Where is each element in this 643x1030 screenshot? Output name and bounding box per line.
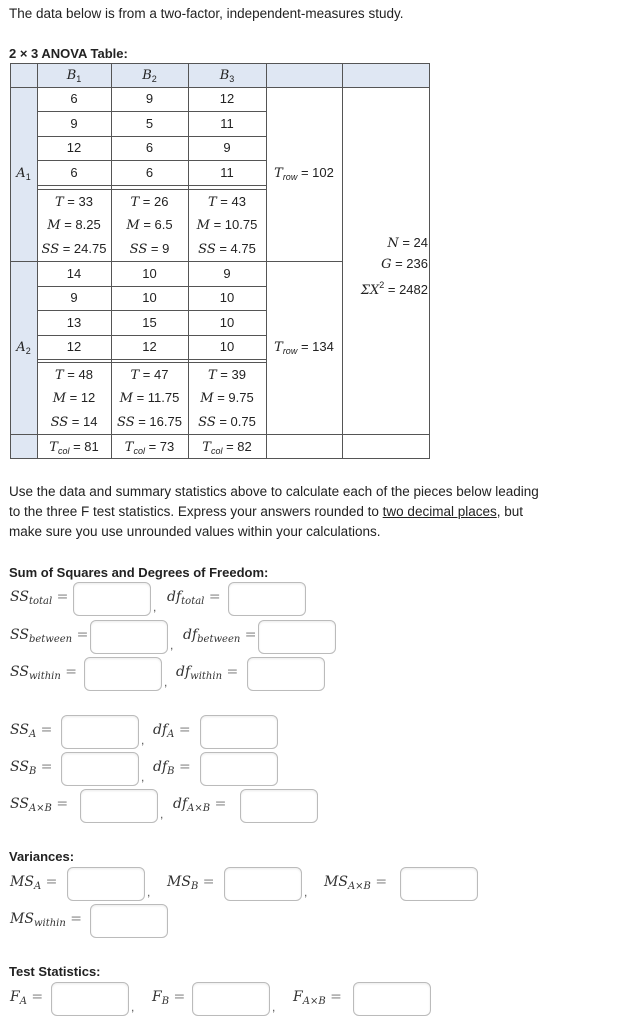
ss-within-input[interactable] (84, 657, 162, 691)
ss-total-input[interactable] (73, 582, 151, 616)
a1-score-cell: 9 (70, 116, 78, 131)
df-within-input[interactable] (247, 657, 325, 691)
a1-score-cell: 11 (220, 116, 234, 131)
df-within-label: $df_{within}$ = (176, 664, 239, 682)
a1-m-cell: M = 8.25 (47, 217, 101, 233)
a2-m-cell: M = 12 (52, 390, 96, 406)
a2-score-cell: 10 (219, 315, 235, 330)
a1-m-cell: M = 10.75 (196, 217, 258, 233)
a1-score-cell: 5 (145, 116, 154, 131)
a1-t-cell: T = 33 (55, 194, 93, 210)
a2-score-cell: 13 (66, 315, 82, 330)
grid-line (342, 434, 430, 435)
section-variances: Variances: (9, 849, 75, 864)
a2-score-cell: 9 (223, 266, 231, 281)
anova-table (10, 63, 430, 459)
a2-ss-cell: SS = 0.75 (198, 414, 256, 430)
col-header-b3: $B_3$ (219, 68, 235, 84)
a2-t-row: $T_{row} = 134$ (274, 339, 334, 356)
a1-score-cell: 6 (70, 91, 78, 106)
table-title: 2 × 3 ANOVA Table: (9, 46, 128, 61)
ss-b-label: $SS_B$ = (10, 759, 53, 777)
separator-comma: , (304, 885, 308, 899)
a2-m-cell: M = 9.75 (200, 390, 254, 406)
separator-comma: , (131, 1000, 135, 1014)
ss-a-label: $SS_A$ = (10, 722, 53, 740)
ss-within-label: $SS_{within}$ = (10, 664, 77, 682)
a1-ss-cell: SS = 4.75 (198, 241, 256, 257)
separator-comma: , (272, 1000, 276, 1014)
section-ss-df: Sum of Squares and Degrees of Freedom: (9, 565, 269, 580)
ms-b-input[interactable] (224, 867, 302, 901)
a1-score-cell: 11 (220, 165, 234, 180)
ms-axb-label: $MS_{A\times B}$ = (324, 874, 388, 892)
a2-score-cell: 10 (142, 266, 157, 281)
a2-score-cell: 10 (219, 339, 235, 354)
a1-score-cell: 6 (145, 140, 154, 155)
a1-score-cell: 12 (66, 140, 82, 155)
separator-comma: , (160, 807, 164, 821)
ss-b-input[interactable] (61, 752, 139, 786)
a1-m-cell: M = 6.5 (126, 217, 173, 233)
a2-score-cell: 12 (142, 339, 157, 354)
df-between-label: $df_{between}$ = (183, 627, 257, 645)
separator-comma: , (141, 770, 145, 784)
a2-score-cell: 9 (70, 290, 78, 305)
grand-totals (342, 233, 428, 301)
ms-b-label: $MS_B$ = (167, 874, 215, 892)
a1-score-cell: 6 (70, 165, 78, 180)
instructions-after: , but make sure you use unrounded values within your calculations. (9, 504, 524, 539)
a2-ss-cell: SS = 14 (50, 414, 98, 430)
separator-comma: , (141, 733, 145, 747)
f-axb-label: $F_{A\times B}$ = (293, 989, 342, 1007)
ms-within-input[interactable] (90, 904, 168, 938)
ms-axb-input[interactable] (400, 867, 478, 901)
ms-a-input[interactable] (67, 867, 145, 901)
a1-ss-cell: SS = 9 (129, 241, 170, 257)
row-header-a2: $A_2$ (16, 340, 31, 356)
separator-comma: , (164, 675, 168, 689)
a2-m-cell: M = 11.75 (119, 390, 180, 406)
col-header-b2: $B_2$ (142, 68, 157, 84)
instructions-underlined: two decimal places (382, 504, 497, 519)
ss-axb-label: $SS_{A\times B}$ = (10, 796, 69, 814)
a1-score-cell: 9 (223, 140, 231, 155)
a1-ss-cell: SS = 24.75 (41, 241, 107, 257)
f-axb-input[interactable] (353, 982, 431, 1016)
f-a-input[interactable] (51, 982, 129, 1016)
a2-ss-cell: SS = 16.75 (117, 414, 182, 430)
section-test-statistics: Test Statistics: (9, 964, 101, 979)
df-total-input[interactable] (228, 582, 306, 616)
df-axb-label: $df_{A\times B}$ = (173, 796, 227, 814)
a1-t-cell: T = 26 (130, 194, 169, 210)
a2-t-cell: T = 39 (208, 367, 246, 383)
ms-within-label: $MS_{within}$ = (10, 911, 82, 929)
df-a-input[interactable] (200, 715, 278, 749)
f-b-label: $F_B$ = (152, 989, 186, 1007)
separator-comma: , (170, 638, 174, 652)
ss-axb-input[interactable] (80, 789, 158, 823)
a2-score-cell: 12 (66, 339, 82, 354)
instructions-before: Use the data and summary statistics above to calculate each of the pieces below leading to the three F test statistics. Express your answers rounded to (9, 484, 539, 519)
header-shading (10, 87, 37, 459)
ms-a-label: $MS_A$ = (10, 874, 58, 892)
separator-comma: , (153, 600, 157, 614)
instructions (9, 482, 549, 542)
a1-t-row: $T_{row} = 102$ (274, 165, 334, 182)
grid-line (37, 185, 266, 186)
separator-comma: , (147, 885, 151, 899)
df-total-label: $df_{total}$ = (167, 589, 221, 607)
intro-text: The data below is from a two-factor, independent-measures study. (9, 6, 404, 21)
a2-t-cell: T = 47 (130, 367, 169, 383)
ss-between-input[interactable] (90, 620, 168, 654)
df-a-label: $df_A$ = (153, 722, 191, 740)
df-b-label: $df_B$ = (153, 759, 191, 777)
a2-score-cell: 10 (219, 290, 235, 305)
ss-a-input[interactable] (61, 715, 139, 749)
df-axb-input[interactable] (240, 789, 318, 823)
a2-score-cell: 10 (142, 290, 157, 305)
col-header-b1: $B_1$ (66, 68, 82, 84)
grid-line (37, 359, 266, 360)
a1-score-cell: 9 (145, 91, 154, 106)
g-total: G = 236 (381, 256, 428, 272)
ss-total-label: $SS_{total}$ = (10, 589, 69, 607)
sum-x-squared: $\Sigma X^2 = 2482$ (360, 280, 428, 298)
a2-score-cell: 15 (142, 315, 157, 330)
t-col-cell: $T_{col} = 82$ (202, 439, 252, 456)
ss-between-label: $SS_{between}$ = (10, 627, 89, 645)
a1-score-cell: 6 (145, 165, 154, 180)
table-border-right (429, 63, 430, 459)
f-a-label: $F_A$ = (10, 989, 44, 1007)
t-col-cell: $T_{col} = 73$ (124, 439, 175, 456)
df-b-input[interactable] (200, 752, 278, 786)
a1-t-cell: T = 43 (208, 194, 246, 210)
a2-t-cell: T = 48 (55, 367, 93, 383)
f-b-input[interactable] (192, 982, 270, 1016)
n-total: N = 24 (387, 235, 428, 251)
df-between-input[interactable] (258, 620, 336, 654)
row-header-a1: $A_1$ (16, 166, 31, 182)
a1-score-cell: 12 (219, 91, 235, 106)
t-col-cell: $T_{col} = 81$ (49, 439, 99, 456)
a2-score-cell: 14 (66, 266, 82, 281)
